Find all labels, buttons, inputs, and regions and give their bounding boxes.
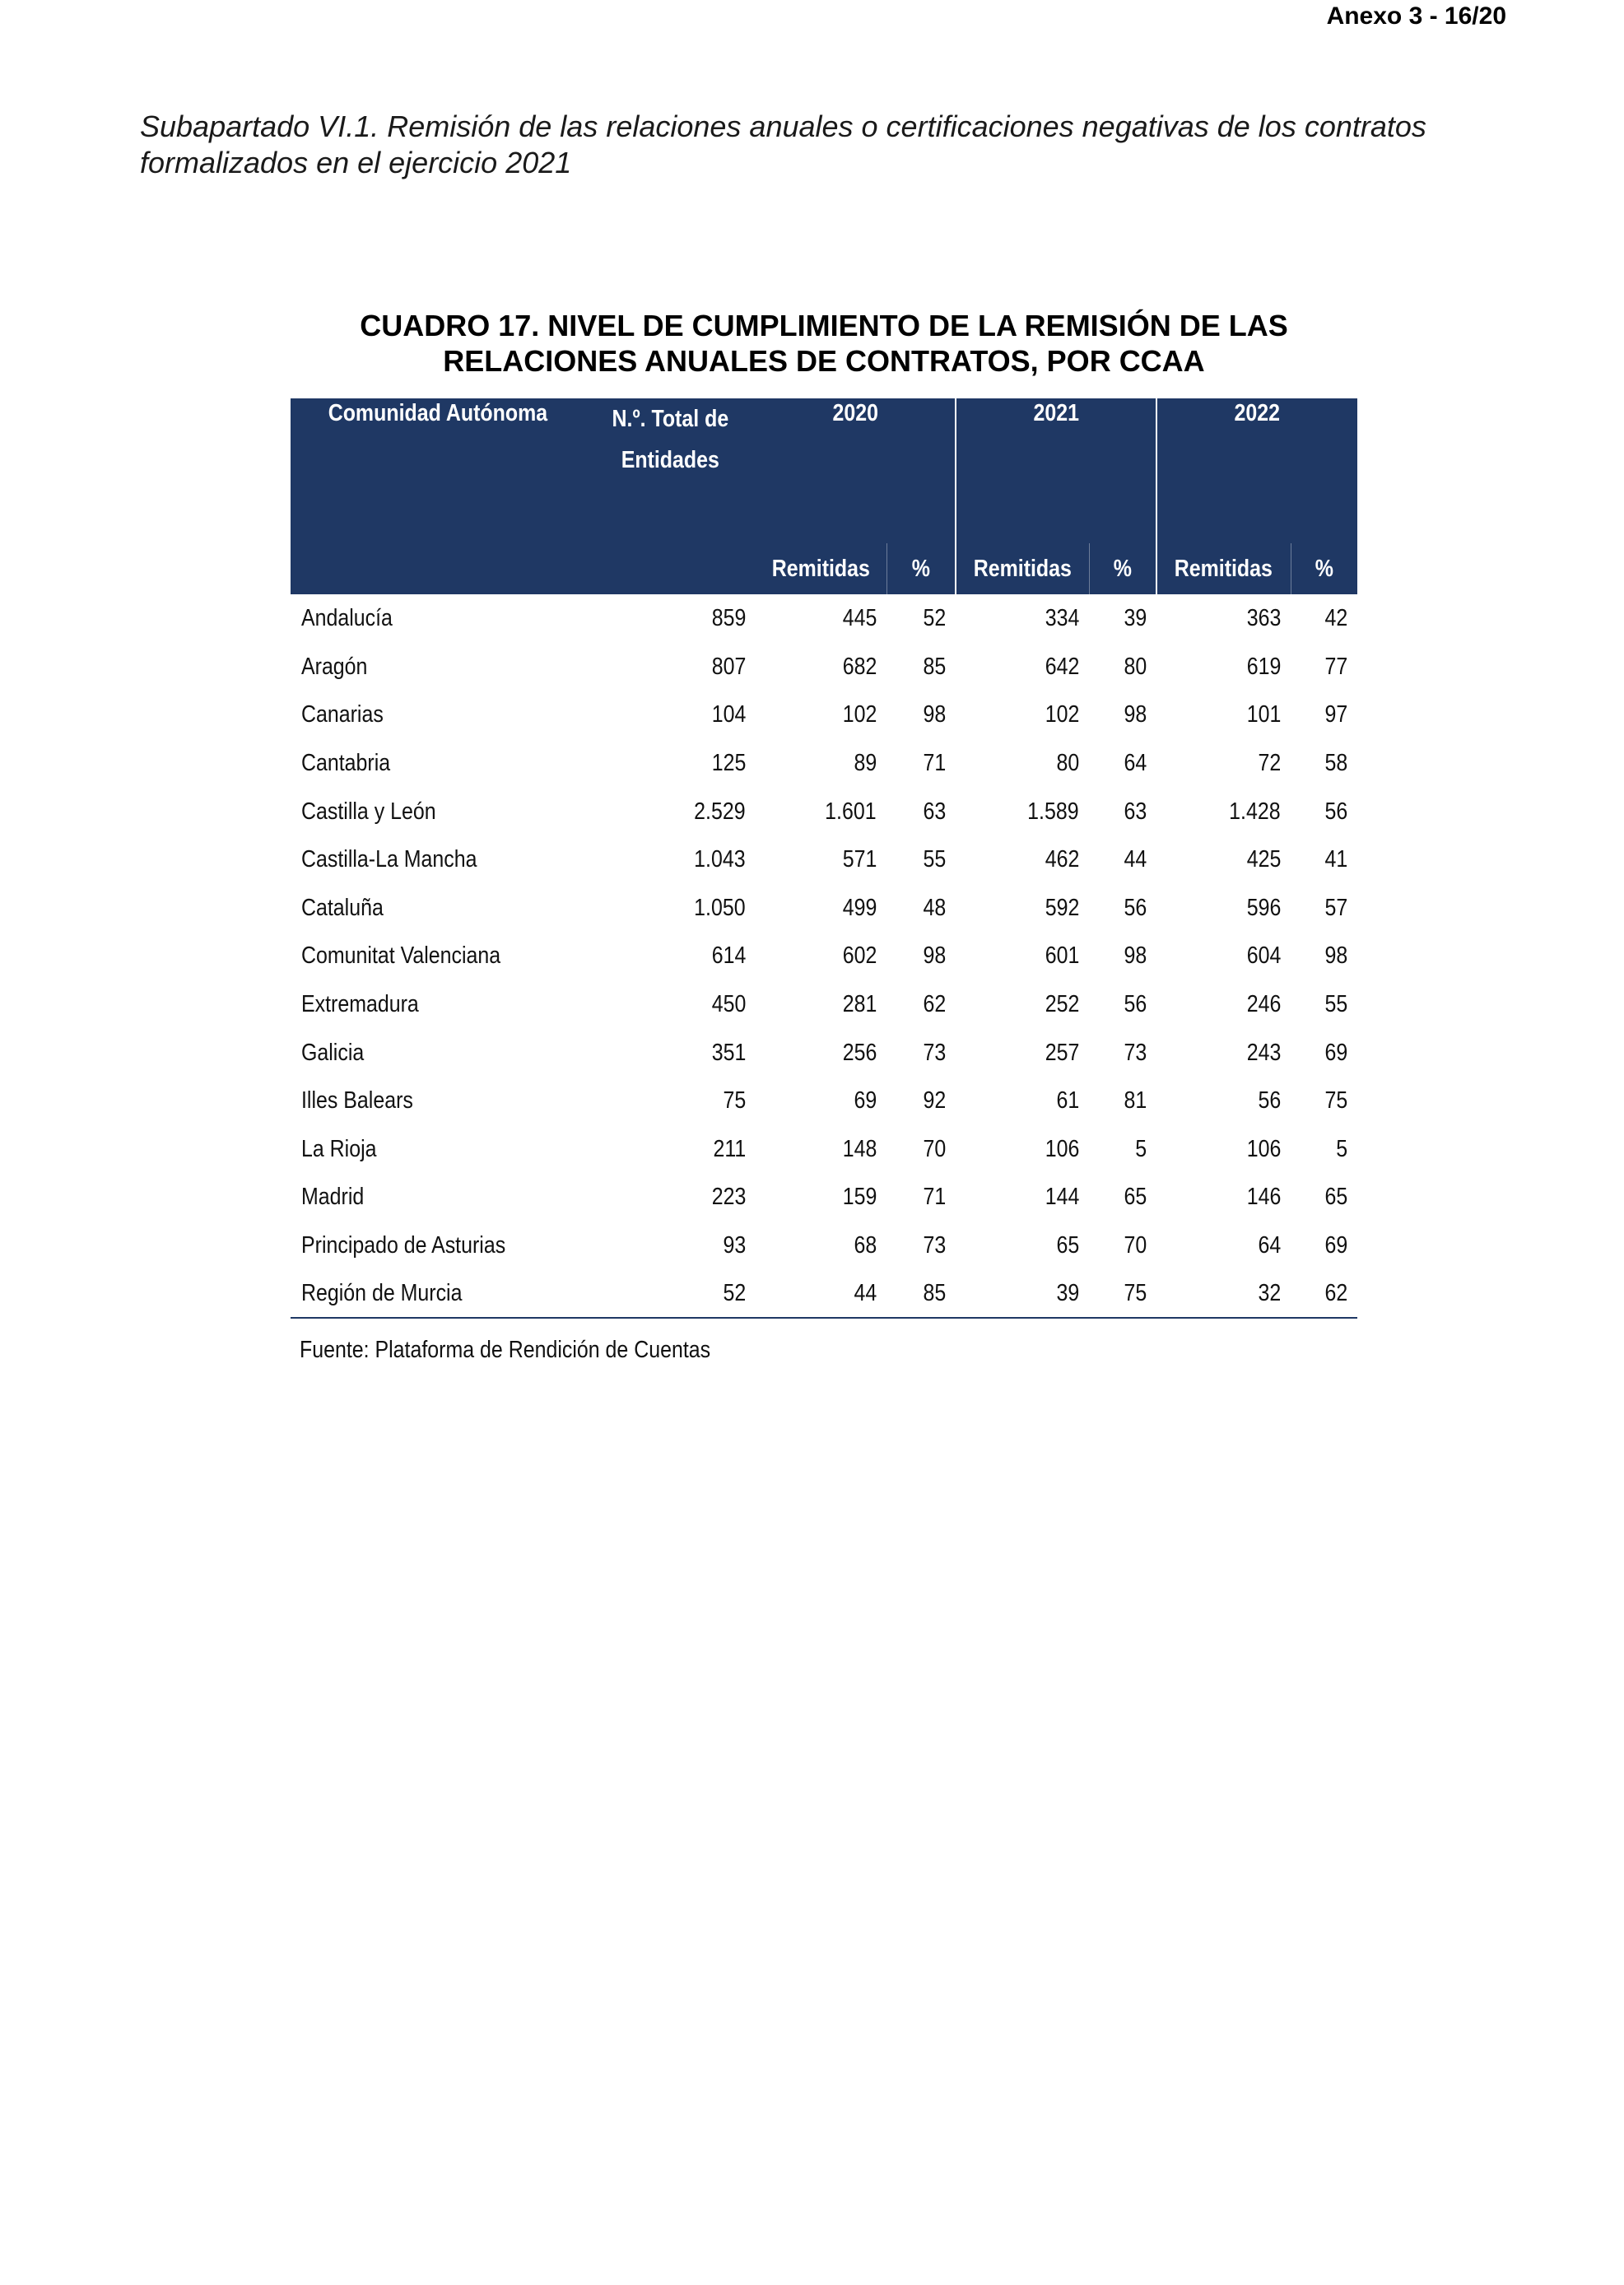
table-row [291, 787, 1357, 835]
cell-2021-pct [1089, 594, 1156, 643]
cell-2022-pct [1291, 1269, 1357, 1318]
cell-2021-sent [956, 1269, 1089, 1318]
cell-region-value: Illes Balears [301, 1087, 413, 1115]
cell-2021-sent-value: 102 [1045, 701, 1080, 728]
cell-region [291, 884, 584, 933]
header-2020-pct [886, 543, 956, 594]
cell-2022-sent-value: 619 [1246, 653, 1282, 680]
header-2021-sent [956, 543, 1089, 594]
cell-2022-pct-value: 62 [1324, 1280, 1348, 1307]
cell-2021-sent-value: 592 [1045, 894, 1080, 921]
cell-2022-sent-value: 363 [1246, 605, 1282, 632]
header-2022-pct-label: % [1315, 556, 1333, 582]
cell-2020-pct [886, 884, 956, 933]
cell-2021-sent [956, 884, 1089, 933]
cell-2022-pct-value: 56 [1324, 798, 1348, 825]
table-row [291, 1077, 1357, 1125]
cell-2020-sent-value: 256 [842, 1039, 877, 1066]
table-row [291, 739, 1357, 788]
cell-region-value: La Rioja [301, 1135, 377, 1162]
cell-2020-pct-value: 71 [923, 750, 947, 777]
cell-region-value: Comunitat Valenciana [301, 942, 501, 970]
cell-2020-sent-value: 445 [842, 605, 877, 632]
cell-2022-pct [1291, 1222, 1357, 1270]
cell-2020-pct-value: 70 [923, 1135, 947, 1162]
cell-2020-sent [756, 1269, 886, 1318]
cell-2020-pct [886, 1077, 956, 1125]
cell-2020-sent [756, 1077, 886, 1125]
table-row [291, 1028, 1357, 1077]
table-row [291, 1269, 1357, 1318]
cell-2021-sent [956, 1125, 1089, 1174]
cell-2020-sent [756, 691, 886, 739]
cell-2021-sent [956, 980, 1089, 1029]
cell-region [291, 980, 584, 1029]
cell-2021-sent [956, 643, 1089, 691]
cell-2020-sent-value: 281 [842, 991, 877, 1018]
cell-region [291, 787, 584, 835]
cell-2021-pct [1089, 1125, 1156, 1174]
cell-2020-pct [886, 932, 956, 980]
cell-2022-pct [1291, 884, 1357, 933]
cell-total-entities-value: 1.050 [694, 894, 746, 921]
cell-2021-pct-value: 80 [1124, 653, 1147, 680]
header-year-2022-label: 2022 [1234, 400, 1281, 426]
cell-2020-pct-value: 55 [923, 846, 947, 873]
cell-2021-pct [1089, 1173, 1156, 1222]
cell-2021-sent [956, 932, 1089, 980]
cell-total-entities-value: 351 [711, 1039, 746, 1066]
header-total-blank [584, 543, 756, 594]
cell-2020-sent [756, 980, 886, 1029]
cell-region-value: Madrid [301, 1184, 365, 1211]
cell-2020-sent-value: 68 [854, 1232, 877, 1259]
cell-2022-sent-value: 1.428 [1229, 798, 1282, 825]
cell-2022-sent-value: 106 [1246, 1135, 1282, 1162]
cell-2021-sent-value: 462 [1045, 846, 1080, 873]
cell-total-entities-value: 859 [711, 605, 746, 632]
cell-total-entities [584, 835, 756, 884]
cell-total-entities [584, 1125, 756, 1174]
cell-2022-sent-value: 246 [1246, 991, 1282, 1018]
header-2021-pct [1089, 543, 1156, 594]
cell-2022-sent-value: 146 [1246, 1184, 1282, 1211]
cell-2020-pct [886, 1269, 956, 1318]
annex-page-label: Anexo 3 - 16/20 [1326, 2, 1506, 30]
cell-2021-pct-value: 81 [1124, 1087, 1147, 1115]
cell-2022-pct [1291, 739, 1357, 788]
cell-2022-pct-value: 98 [1324, 942, 1348, 970]
cell-2021-pct [1089, 691, 1156, 739]
cell-total-entities-value: 1.043 [694, 846, 746, 873]
cell-2022-sent [1156, 643, 1291, 691]
header-region-blank [291, 543, 584, 594]
table-title [291, 308, 1357, 379]
cell-2020-pct-value: 73 [923, 1039, 947, 1066]
cell-2020-sent [756, 1125, 886, 1174]
cell-2022-pct [1291, 1028, 1357, 1077]
cell-2021-sent [956, 739, 1089, 788]
table-body [291, 594, 1357, 1318]
cell-2021-pct-value: 63 [1124, 798, 1147, 825]
header-2020-sent [756, 543, 886, 594]
cell-total-entities-value: 75 [723, 1087, 746, 1115]
cell-2020-pct [886, 1173, 956, 1222]
cell-region [291, 1125, 584, 1174]
cell-region [291, 1173, 584, 1222]
cell-total-entities [584, 884, 756, 933]
table-header [291, 398, 1357, 594]
cell-total-entities [584, 1173, 756, 1222]
cell-2022-sent-value: 64 [1258, 1232, 1282, 1259]
header-row-subcolumns [291, 543, 1357, 594]
cell-2020-pct-value: 85 [923, 1280, 947, 1307]
cell-2022-sent-value: 596 [1246, 894, 1282, 921]
header-year-2021-label: 2021 [1033, 400, 1079, 426]
header-region-label: Comunidad Autónoma [328, 400, 547, 426]
table-source-text: Fuente: Plataforma de Rendición de Cuentas [300, 1337, 711, 1363]
cell-2021-sent [956, 787, 1089, 835]
table-row [291, 594, 1357, 643]
cell-total-entities [584, 1269, 756, 1318]
cell-2021-pct-value: 56 [1124, 991, 1147, 1018]
cell-total-entities-value: 2.529 [694, 798, 746, 825]
cell-region [291, 932, 584, 980]
cell-2022-pct [1291, 691, 1357, 739]
header-2020-pct-label: % [911, 556, 930, 582]
cell-2021-sent [956, 1028, 1089, 1077]
cell-region [291, 643, 584, 691]
cell-2020-pct-value: 63 [923, 798, 947, 825]
cell-2021-pct [1089, 1269, 1156, 1318]
cell-2022-sent [1156, 835, 1291, 884]
header-year-2020-label: 2020 [832, 400, 878, 426]
cell-2021-pct-value: 73 [1124, 1039, 1147, 1066]
cell-2022-sent [1156, 594, 1291, 643]
cell-2021-sent-value: 106 [1045, 1135, 1080, 1162]
cell-2022-sent-value: 604 [1246, 942, 1282, 970]
cell-2020-pct-value: 98 [923, 942, 947, 970]
cell-2022-sent-value: 243 [1246, 1039, 1282, 1066]
cell-2022-sent-value: 425 [1246, 846, 1282, 873]
cell-region [291, 691, 584, 739]
cell-total-entities [584, 594, 756, 643]
cell-2020-pct-value: 48 [923, 894, 947, 921]
cell-2021-sent-value: 39 [1056, 1280, 1080, 1307]
cell-total-entities-value: 104 [711, 701, 746, 728]
cell-2020-pct [886, 594, 956, 643]
cell-2021-pct [1089, 1222, 1156, 1270]
cell-total-entities [584, 1222, 756, 1270]
cell-2021-sent-value: 65 [1056, 1232, 1080, 1259]
cell-2022-sent-value: 56 [1258, 1087, 1282, 1115]
cell-2022-pct [1291, 1173, 1357, 1222]
cell-2020-sent-value: 159 [842, 1184, 877, 1211]
cell-region-value: Castilla-La Mancha [301, 846, 477, 873]
header-year-2021 [956, 398, 1156, 543]
cell-2022-sent [1156, 980, 1291, 1029]
cell-2022-pct-value: 97 [1324, 701, 1348, 728]
compliance-table [291, 398, 1357, 1319]
cell-region-value: Región de Murcia [301, 1280, 463, 1307]
cell-2021-sent-value: 1.589 [1027, 798, 1080, 825]
cell-2020-sent-value: 69 [854, 1087, 877, 1115]
table-row [291, 691, 1357, 739]
cell-2022-sent [1156, 1077, 1291, 1125]
cell-2022-pct-value: 55 [1324, 991, 1348, 1018]
cell-2021-pct-value: 98 [1124, 942, 1147, 970]
cell-region-value: Aragón [301, 653, 368, 680]
cell-region [291, 1222, 584, 1270]
cell-2020-sent [756, 739, 886, 788]
cell-region-value: Canarias [301, 701, 384, 728]
cell-2020-sent [756, 787, 886, 835]
cell-2021-sent-value: 642 [1045, 653, 1080, 680]
cell-2021-sent [956, 835, 1089, 884]
subsection-heading [140, 109, 1426, 181]
cell-2022-sent-value: 72 [1258, 750, 1282, 777]
cell-total-entities [584, 691, 756, 739]
cell-2022-pct-value: 41 [1324, 846, 1348, 873]
cell-2022-sent [1156, 787, 1291, 835]
header-2021-sent-label: Remitidas [973, 556, 1072, 582]
header-2022-sent-label: Remitidas [1175, 556, 1273, 582]
cell-2021-pct [1089, 787, 1156, 835]
header-2021-pct-label: % [1113, 556, 1132, 582]
cell-2020-sent-value: 602 [842, 942, 877, 970]
header-year-2020 [756, 398, 956, 543]
cell-region-value: Andalucía [301, 605, 393, 632]
cell-2020-pct-value: 85 [923, 653, 947, 680]
cell-2021-pct [1089, 739, 1156, 788]
cell-2021-pct [1089, 1077, 1156, 1125]
cell-2022-sent-value: 101 [1246, 701, 1282, 728]
table-row [291, 1222, 1357, 1270]
header-2022-pct [1291, 543, 1357, 594]
cell-2022-pct-value: 75 [1324, 1087, 1348, 1115]
cell-region [291, 1077, 584, 1125]
cell-2020-pct-value: 98 [923, 701, 947, 728]
cell-2022-sent [1156, 1125, 1291, 1174]
cell-2022-pct [1291, 1125, 1357, 1174]
cell-2021-sent [956, 1173, 1089, 1222]
cell-2020-pct-value: 62 [923, 991, 947, 1018]
cell-2021-pct-value: 75 [1124, 1280, 1147, 1307]
cell-2020-sent-value: 1.601 [825, 798, 877, 825]
cell-2022-pct [1291, 932, 1357, 980]
table-row [291, 835, 1357, 884]
header-2022-sent [1156, 543, 1291, 594]
cell-2021-pct-value: 65 [1124, 1184, 1147, 1211]
cell-region [291, 1269, 584, 1318]
cell-2022-pct [1291, 835, 1357, 884]
cell-2021-sent-value: 601 [1045, 942, 1080, 970]
cell-2020-sent-value: 499 [842, 894, 877, 921]
cell-2020-sent-value: 682 [842, 653, 877, 680]
table-row [291, 932, 1357, 980]
cell-2022-sent [1156, 691, 1291, 739]
cell-2020-sent [756, 884, 886, 933]
cell-total-entities [584, 1077, 756, 1125]
cell-2021-pct-value: 44 [1124, 846, 1147, 873]
cell-2022-pct-value: 57 [1324, 894, 1348, 921]
cell-total-entities [584, 980, 756, 1029]
cell-region [291, 1028, 584, 1077]
cell-2022-sent [1156, 1269, 1291, 1318]
cell-2020-pct [886, 739, 956, 788]
cell-region-value: Castilla y León [301, 798, 436, 825]
cell-2020-sent [756, 643, 886, 691]
header-total-line2: Entidades [621, 447, 719, 473]
header-row-years [291, 398, 1357, 543]
cell-2021-pct [1089, 932, 1156, 980]
cell-2021-sent-value: 252 [1045, 991, 1080, 1018]
cell-2022-pct-value: 58 [1324, 750, 1348, 777]
table-row [291, 980, 1357, 1029]
cell-2021-pct [1089, 884, 1156, 933]
header-2020-sent-label: Remitidas [771, 556, 870, 582]
cell-2021-sent [956, 594, 1089, 643]
cell-2020-pct-value: 73 [923, 1232, 947, 1259]
cell-2020-sent-value: 44 [854, 1280, 877, 1307]
cell-region [291, 594, 584, 643]
cell-total-entities [584, 739, 756, 788]
header-total-line1: N.º. Total de [612, 406, 728, 432]
cell-2022-sent-value: 32 [1258, 1280, 1282, 1307]
cell-total-entities [584, 787, 756, 835]
cell-2020-pct [886, 980, 956, 1029]
cell-2020-pct [886, 643, 956, 691]
cell-2021-sent-value: 144 [1045, 1184, 1080, 1211]
cell-total-entities-value: 450 [711, 991, 746, 1018]
cell-2022-pct-value: 42 [1324, 605, 1348, 632]
table-row [291, 643, 1357, 691]
cell-2020-sent [756, 835, 886, 884]
cell-2020-sent-value: 102 [842, 701, 877, 728]
cell-2020-pct-value: 92 [923, 1087, 947, 1115]
cell-2022-pct-value: 77 [1324, 653, 1348, 680]
cell-2021-pct [1089, 643, 1156, 691]
cell-2021-pct-value: 98 [1124, 701, 1147, 728]
cell-2021-pct [1089, 980, 1156, 1029]
cell-2020-sent [756, 932, 886, 980]
cell-2021-sent-value: 257 [1045, 1039, 1080, 1066]
cell-2022-pct [1291, 980, 1357, 1029]
subsection-heading-line1: Subapartado VI.1. Remisión de las relaciones anuales o certificaciones negativas de los contratos [140, 109, 1426, 143]
cell-2020-pct [886, 1125, 956, 1174]
cell-2021-sent-value: 334 [1045, 605, 1080, 632]
cell-2021-pct [1089, 1028, 1156, 1077]
cell-2020-pct [886, 691, 956, 739]
cell-2020-pct-value: 52 [923, 605, 947, 632]
cell-2020-sent-value: 89 [854, 750, 877, 777]
cell-2022-sent [1156, 739, 1291, 788]
cell-2022-pct-value: 69 [1324, 1232, 1348, 1259]
cell-region-value: Extremadura [301, 991, 419, 1018]
cell-2020-sent [756, 594, 886, 643]
cell-2021-sent [956, 1077, 1089, 1125]
cell-2021-sent [956, 691, 1089, 739]
cell-2021-pct-value: 64 [1124, 750, 1147, 777]
table-row [291, 1173, 1357, 1222]
cell-2021-pct-value: 5 [1135, 1135, 1147, 1162]
cell-total-entities [584, 1028, 756, 1077]
cell-2020-sent [756, 1028, 886, 1077]
header-region [291, 398, 584, 543]
cell-2022-pct [1291, 594, 1357, 643]
cell-2022-sent [1156, 1222, 1291, 1270]
cell-2022-sent [1156, 884, 1291, 933]
cell-total-entities [584, 643, 756, 691]
cell-region [291, 835, 584, 884]
cell-2021-sent-value: 61 [1056, 1087, 1080, 1115]
cell-2022-sent [1156, 1028, 1291, 1077]
cell-total-entities-value: 807 [711, 653, 746, 680]
cell-2021-sent [956, 1222, 1089, 1270]
cell-region-value: Principado de Asturias [301, 1232, 506, 1259]
cell-2021-pct-value: 70 [1124, 1232, 1147, 1259]
cell-total-entities-value: 93 [723, 1232, 746, 1259]
table-title-line2: RELACIONES ANUALES DE CONTRATOS, POR CCAA [443, 344, 1205, 378]
cell-total-entities-value: 125 [711, 750, 746, 777]
table-title-line1: CUADRO 17. NIVEL DE CUMPLIMIENTO DE LA REMISIÓN DE LAS [360, 309, 1288, 342]
cell-2022-sent [1156, 1173, 1291, 1222]
cell-total-entities [584, 932, 756, 980]
cell-2020-pct-value: 71 [923, 1184, 947, 1211]
table-row [291, 1125, 1357, 1174]
cell-2020-sent [756, 1222, 886, 1270]
cell-total-entities-value: 614 [711, 942, 746, 970]
cell-2020-pct [886, 1028, 956, 1077]
cell-region [291, 739, 584, 788]
subsection-heading-line2: formalizados en el ejercicio 2021 [140, 146, 572, 179]
cell-2020-sent-value: 571 [842, 846, 877, 873]
cell-region-value: Cataluña [301, 894, 384, 921]
cell-total-entities-value: 211 [713, 1135, 746, 1162]
cell-2022-pct-value: 69 [1324, 1039, 1348, 1066]
cell-2022-pct [1291, 1077, 1357, 1125]
cell-2020-pct [886, 835, 956, 884]
cell-2021-sent-value: 80 [1056, 750, 1080, 777]
cell-2020-pct [886, 1222, 956, 1270]
table-row [291, 884, 1357, 933]
header-total-entities [584, 398, 756, 543]
cell-region-value: Cantabria [301, 750, 391, 777]
cell-2020-sent-value: 148 [842, 1135, 877, 1162]
cell-2022-pct [1291, 643, 1357, 691]
cell-2020-sent [756, 1173, 886, 1222]
cell-region-value: Galicia [301, 1039, 365, 1066]
cell-2020-pct [886, 787, 956, 835]
cell-2021-pct [1089, 835, 1156, 884]
header-year-2022 [1156, 398, 1357, 543]
cell-total-entities-value: 52 [723, 1280, 746, 1307]
cell-2022-pct [1291, 787, 1357, 835]
table-source-note [300, 1335, 777, 1365]
cell-2022-pct-value: 65 [1324, 1184, 1348, 1211]
cell-2022-sent [1156, 932, 1291, 980]
cell-2021-pct-value: 39 [1124, 605, 1147, 632]
cell-2021-pct-value: 56 [1124, 894, 1147, 921]
cell-2022-pct-value: 5 [1336, 1135, 1348, 1162]
cell-total-entities-value: 223 [711, 1184, 746, 1211]
